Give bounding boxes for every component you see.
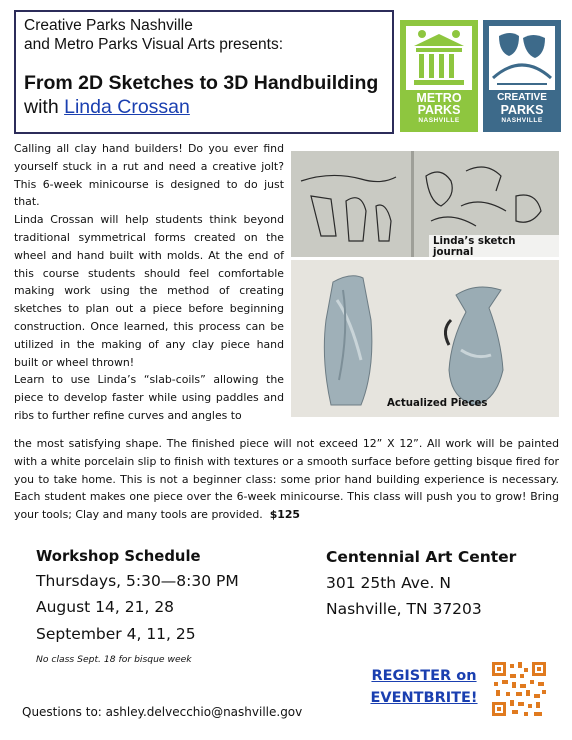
description-wide: [14, 435, 559, 524]
paragraph-slab-coils: Learn to use Linda’s “slab-coils” allowing the piece to develop faster while using paddles and ribs to further refine curves and angles to: [14, 373, 284, 422]
instructor-link[interactable]: Linda Crossan: [64, 96, 190, 118]
schedule-days: Thursdays, 5:30—8:30 PM: [36, 572, 239, 590]
venue-name: Centennial Art Center: [326, 548, 517, 566]
paragraph-details: the most satisfying shape. The finished piece will not exceed 12” X 12”. All work will be painted with a white porcelain slip to finish with textures or a smooth surface before getting bisque fired for you to take home. This is not a beginner class: some prior hand building experience is necessary. Each student makes one piece over the 6-week minicourse. This class will push you to grow! Bring your tools; Clay and many tools are provided.: [14, 437, 559, 522]
description-column: [14, 140, 284, 425]
actualized-pieces-photo: [291, 260, 559, 417]
pieces-caption: Actualized Pieces: [387, 398, 488, 409]
presenter-line-1: Creative Parks Nashville: [24, 17, 193, 34]
header-box: [14, 10, 394, 134]
paragraph-method: Linda Crossan will help students think beyond traditional symmetrical forms created on the wheel and hand built with molds. At the end of this course students should feel comfortable making work using the method of creating sketches to plan out a piece before beginning construction. Once learned, this process can be utilized in the making of any clay piece hand built or wheel thrown!: [14, 213, 284, 369]
register-link[interactable]: REGISTER on EVENTBRITE!: [370, 668, 478, 706]
qr-code-icon[interactable]: [490, 660, 548, 718]
theater-masks-icon: [489, 26, 555, 90]
workshop-title: From 2D Sketches to 3D Handbuilding: [24, 72, 379, 94]
schedule-august: August 14, 21, 28: [36, 598, 175, 616]
creative-parks-logo: CREATIVE PARKS NASHVILLE: [483, 20, 561, 132]
schedule-title: Workshop Schedule: [36, 548, 201, 565]
schedule-note: No class Sept. 18 for bisque week: [36, 654, 192, 665]
schedule-september: September 4, 11, 25: [36, 625, 196, 643]
instructor-line: with Linda Crossan: [24, 96, 190, 118]
paragraph-intro: Calling all clay hand builders! Do you ever find yourself stuck in a rut and need a creative jolt? This 6-week minicourse is designed to do just that.: [14, 142, 284, 209]
sketch-journal-photo: [291, 151, 559, 257]
venue-address-2: Nashville, TN 37203: [326, 600, 482, 618]
venue-address-1: 301 25th Ave. N: [326, 574, 451, 592]
metro-parks-logo: METRO PARKS NASHVILLE: [400, 20, 478, 132]
presenter-line-2: and Metro Parks Visual Arts presents:: [24, 36, 284, 53]
price: $125: [269, 508, 300, 522]
questions-contact: Questions to: ashley.delvecchio@nashville.gov: [22, 705, 303, 719]
sketch-caption: Linda’s sketch journal: [429, 235, 559, 257]
building-icon: [406, 26, 472, 90]
